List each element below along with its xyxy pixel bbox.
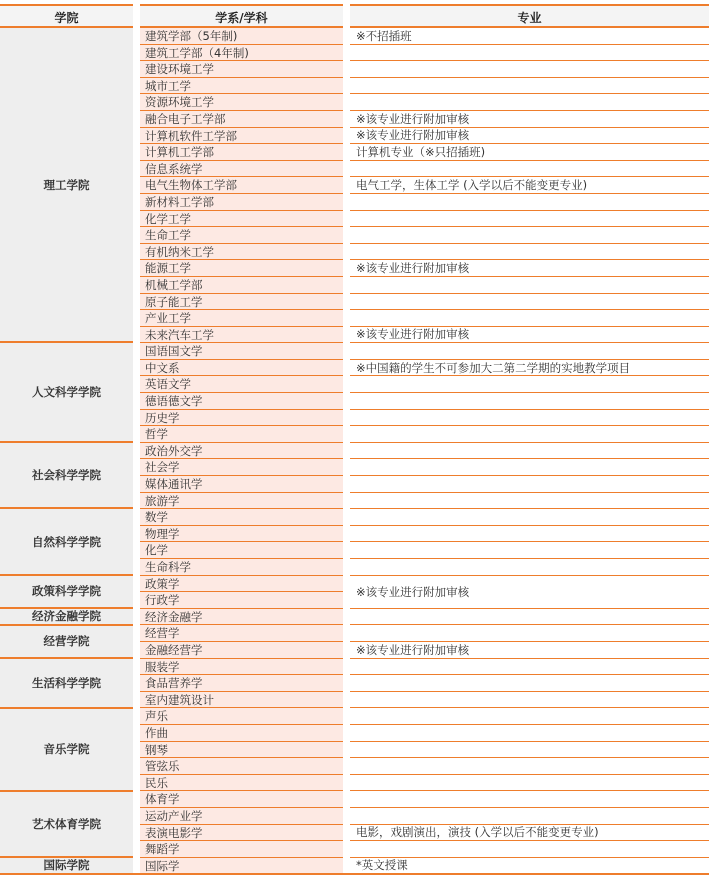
- major-cell: [350, 742, 709, 759]
- department-cell: 生命科学: [140, 559, 343, 576]
- department-cell: 英语文学: [140, 376, 343, 393]
- department-cell: 城市工学: [140, 78, 343, 95]
- college-cell: 自然科学学院: [0, 509, 133, 575]
- department-cell: 化学: [140, 542, 343, 559]
- department-cell: 经营学: [140, 625, 343, 642]
- major-cell: ※不招插班: [350, 28, 709, 45]
- major-cell: [350, 45, 709, 62]
- major-cell: *英文授课: [350, 858, 709, 875]
- department-cell: 社会学: [140, 459, 343, 476]
- major-cell: [350, 161, 709, 178]
- major-cell: [350, 476, 709, 493]
- major-cell: [350, 410, 709, 427]
- major-cell: [350, 294, 709, 311]
- department-cell: 计算机工学部: [140, 144, 343, 161]
- department-cell: 产业工学: [140, 310, 343, 327]
- department-cell: 历史学: [140, 410, 343, 427]
- department-cell: 未来汽车工学: [140, 327, 343, 344]
- department-cell: 室内建筑设计: [140, 692, 343, 709]
- college-cell: 理工学院: [0, 28, 133, 343]
- department-cell: 旅游学: [140, 493, 343, 510]
- department-cell: 民乐: [140, 775, 343, 792]
- department-cell: 数学: [140, 509, 343, 526]
- major-cell: [350, 227, 709, 244]
- department-cell: 声乐: [140, 708, 343, 725]
- major-cell: [350, 277, 709, 294]
- major-cell: ※该专业进行附加审核: [350, 642, 709, 659]
- college-cell: 人文科学学院: [0, 343, 133, 443]
- college-cell: 政策科学学院: [0, 576, 133, 609]
- department-cell: 金融经营学: [140, 642, 343, 659]
- department-cell: 国语国文学: [140, 343, 343, 360]
- major-cell: [350, 244, 709, 261]
- college-cell: 社会科学学院: [0, 443, 133, 509]
- department-cell: 体育学: [140, 791, 343, 808]
- major-cell: ※该专业进行附加审核: [350, 576, 709, 609]
- department-cell: 新材料工学部: [140, 194, 343, 211]
- department-cell: 计算机软件工学部: [140, 128, 343, 145]
- major-cell: 电气工学，生体工学 (入学以后不能变更专业): [350, 177, 709, 194]
- department-cell: 运动产业学: [140, 808, 343, 825]
- major-cell: ※该专业进行附加审核: [350, 260, 709, 277]
- department-cell: 表演电影学: [140, 825, 343, 842]
- college-cell: 经济金融学院: [0, 609, 133, 626]
- department-cell: 政策学: [140, 576, 343, 593]
- department-column: [140, 4, 343, 874]
- major-cell: [350, 459, 709, 476]
- department-cell: 建设环境工学: [140, 61, 343, 78]
- major-cell: [350, 78, 709, 95]
- major-cell: ※该专业进行附加审核: [350, 327, 709, 344]
- department-cell: 哲学: [140, 426, 343, 443]
- major-cell: [350, 791, 709, 808]
- header-department: 学系/学科: [140, 4, 343, 28]
- department-cell: 建筑工学部（4年制): [140, 45, 343, 62]
- major-cell: [350, 211, 709, 228]
- department-cell: 机械工学部: [140, 277, 343, 294]
- department-cell: 化学工学: [140, 211, 343, 228]
- department-cell: 原子能工学: [140, 294, 343, 311]
- major-cell: [350, 808, 709, 825]
- header-major: 专业: [350, 4, 709, 28]
- college-cell: 艺术体育学院: [0, 792, 133, 858]
- major-cell: [350, 443, 709, 460]
- department-cell: 服装学: [140, 659, 343, 676]
- major-cell: [350, 194, 709, 211]
- college-cell: 经营学院: [0, 626, 133, 659]
- major-cell: ※该专业进行附加审核: [350, 111, 709, 128]
- college-column: [0, 4, 133, 875]
- major-cell: [350, 310, 709, 327]
- department-cell: 有机纳米工学: [140, 244, 343, 261]
- department-cell: 信息系统学: [140, 161, 343, 178]
- college-cell: 生活科学学院: [0, 659, 133, 709]
- major-cell: [350, 609, 709, 626]
- major-cell: [350, 376, 709, 393]
- department-cell: 作曲: [140, 725, 343, 742]
- department-cell: 物理学: [140, 526, 343, 543]
- major-cell: [350, 542, 709, 559]
- header-college: 学院: [0, 4, 133, 28]
- major-cell: [350, 775, 709, 792]
- department-cell: 舞蹈学: [140, 841, 343, 858]
- major-cell: [350, 509, 709, 526]
- college-list: [0, 28, 133, 875]
- major-cell: [350, 692, 709, 709]
- major-cell: [350, 426, 709, 443]
- college-cell: 国际学院: [0, 858, 133, 875]
- department-list: [140, 28, 343, 874]
- major-list: [350, 28, 709, 874]
- major-cell: [350, 61, 709, 78]
- major-cell: [350, 708, 709, 725]
- department-cell: 德语德文学: [140, 393, 343, 410]
- major-cell: [350, 393, 709, 410]
- major-cell: [350, 758, 709, 775]
- department-cell: 能源工学: [140, 260, 343, 277]
- department-cell: 管弦乐: [140, 758, 343, 775]
- department-cell: 行政学: [140, 592, 343, 609]
- department-cell: 电气生物体工学部: [140, 177, 343, 194]
- major-cell: ※中国籍的学生不可参加大二第二学期的实地教学项目: [350, 360, 709, 377]
- department-cell: 中文系: [140, 360, 343, 377]
- major-cell: [350, 493, 709, 510]
- department-cell: 国际学: [140, 858, 343, 875]
- department-cell: 政治外交学: [140, 443, 343, 460]
- major-cell: [350, 659, 709, 676]
- department-cell: 经济金融学: [140, 609, 343, 626]
- major-cell: ※该专业进行附加审核: [350, 128, 709, 145]
- major-cell: [350, 526, 709, 543]
- department-cell: 食品营养学: [140, 675, 343, 692]
- table-bottom-border: [0, 873, 709, 875]
- department-cell: 建筑学部（5年制): [140, 28, 343, 45]
- department-cell: 融合电子工学部: [140, 111, 343, 128]
- major-cell: 电影，戏剧演出，演技 (入学以后不能变更专业): [350, 825, 709, 842]
- major-cell: [350, 559, 709, 576]
- major-cell: [350, 94, 709, 111]
- major-column: [350, 4, 709, 874]
- major-cell: [350, 625, 709, 642]
- college-cell: 音乐学院: [0, 709, 133, 792]
- department-cell: 钢琴: [140, 742, 343, 759]
- department-cell: 媒体通讯学: [140, 476, 343, 493]
- department-cell: 生命工学: [140, 227, 343, 244]
- major-cell: [350, 675, 709, 692]
- major-cell: 计算机专业（※只招插班): [350, 144, 709, 161]
- major-cell: [350, 343, 709, 360]
- department-cell: 资源环境工学: [140, 94, 343, 111]
- major-cell: [350, 725, 709, 742]
- major-cell: [350, 841, 709, 858]
